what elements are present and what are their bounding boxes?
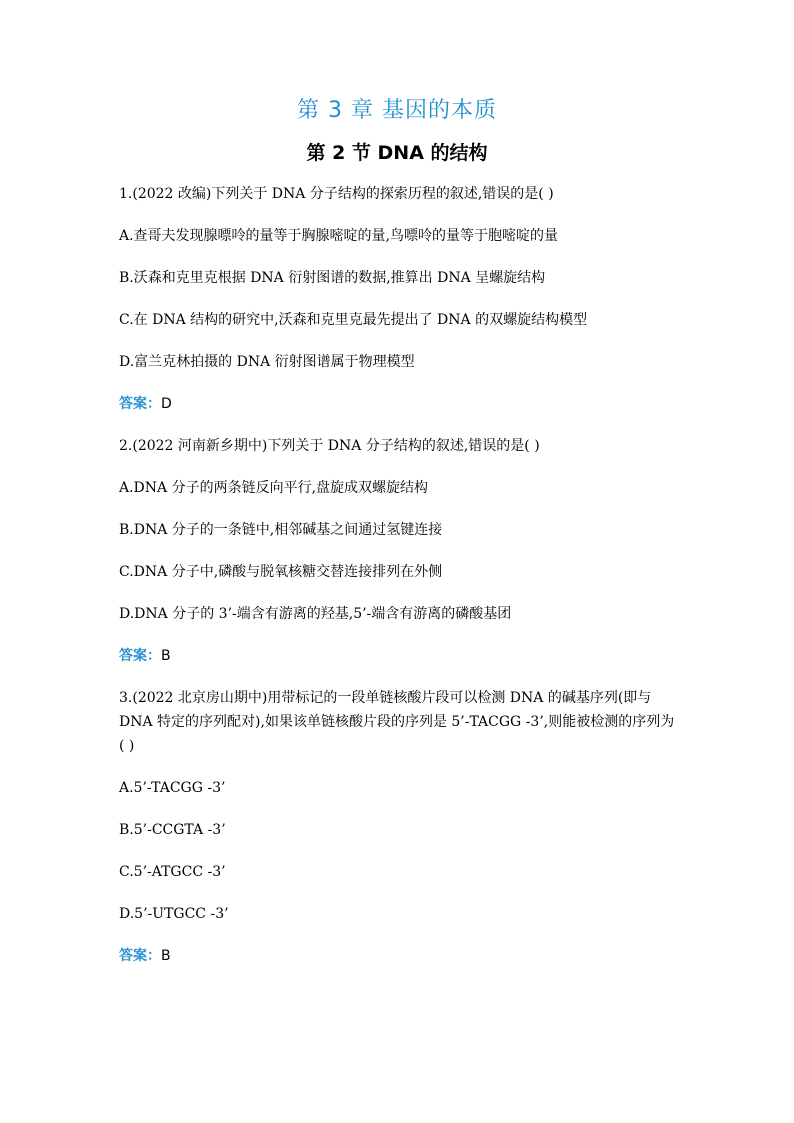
question-1-answer [119, 392, 679, 416]
question-1-option-c: C.在 DNA 结构的研究中,沃森和克里克最先提出了 DNA 的双螺旋结构模型 [119, 312, 588, 328]
answer-value: B [161, 648, 171, 664]
question-1 [119, 182, 679, 416]
answer-label: 答案： [119, 396, 161, 412]
question-1-option-d: D.富兰克林拍摄的 DNA 衍射图谱属于物理模型 [119, 354, 415, 370]
answer-value: B [161, 948, 171, 964]
section-title: 第 2 节 DNA 的结构 [306, 142, 488, 164]
question-3-answer [119, 944, 679, 968]
question-2-answer [119, 644, 679, 668]
question-2-stem: 2.(2022 河南新乡期中)下列关于 DNA 分子结构的叙述,错误的是( ) [119, 438, 540, 454]
question-2-option-a: A.DNA 分子的两条链反向平行,盘旋成双螺旋结构 [119, 480, 429, 496]
answer-label: 答案： [119, 648, 161, 664]
question-2 [119, 434, 679, 668]
question-1-stem: 1.(2022 改编)下列关于 DNA 分子结构的探索历程的叙述,错误的是( ) [119, 186, 554, 202]
question-1-option-a: A.查哥夫发现腺嘌呤的量等于胸腺嘧啶的量,鸟嘌呤的量等于胞嘧啶的量 [119, 228, 559, 244]
question-3-option-b: B.5’-CCGTA -3’ [119, 822, 226, 838]
question-3 [119, 686, 679, 968]
question-3-option-a: A.5’-TACGG -3’ [119, 780, 226, 796]
question-2-option-c: C.DNA 分子中,磷酸与脱氧核糖交替连接排列在外侧 [119, 564, 443, 580]
question-3-option-c: C.5’-ATGCC -3’ [119, 864, 226, 880]
question-1-option-b: B.沃森和克里克根据 DNA 衍射图谱的数据,推算出 DNA 呈螺旋结构 [119, 270, 546, 286]
chapter-title: 第 3 章 基因的本质 [297, 98, 497, 123]
question-list [119, 182, 679, 986]
answer-label: 答案： [119, 948, 161, 964]
question-2-option-b: B.DNA 分子的一条链中,相邻碱基之间通过氢键连接 [119, 522, 443, 538]
question-2-option-d: D.DNA 分子的 3’-端含有游离的羟基,5’-端含有游离的磷酸基团 [119, 606, 512, 622]
question-3-stem: 3.(2022 北京房山期中)用带标记的一段单链核酸片段可以检测 DNA 的碱基序列(即与 DNA 特定的序列配对),如果该单链核酸片段的序列是 5’-TACGG -3’,则能被检测的序列为( ) [119, 690, 675, 754]
question-3-option-d: D.5’-UTGCC -3’ [119, 906, 229, 922]
answer-value: D [161, 396, 172, 412]
